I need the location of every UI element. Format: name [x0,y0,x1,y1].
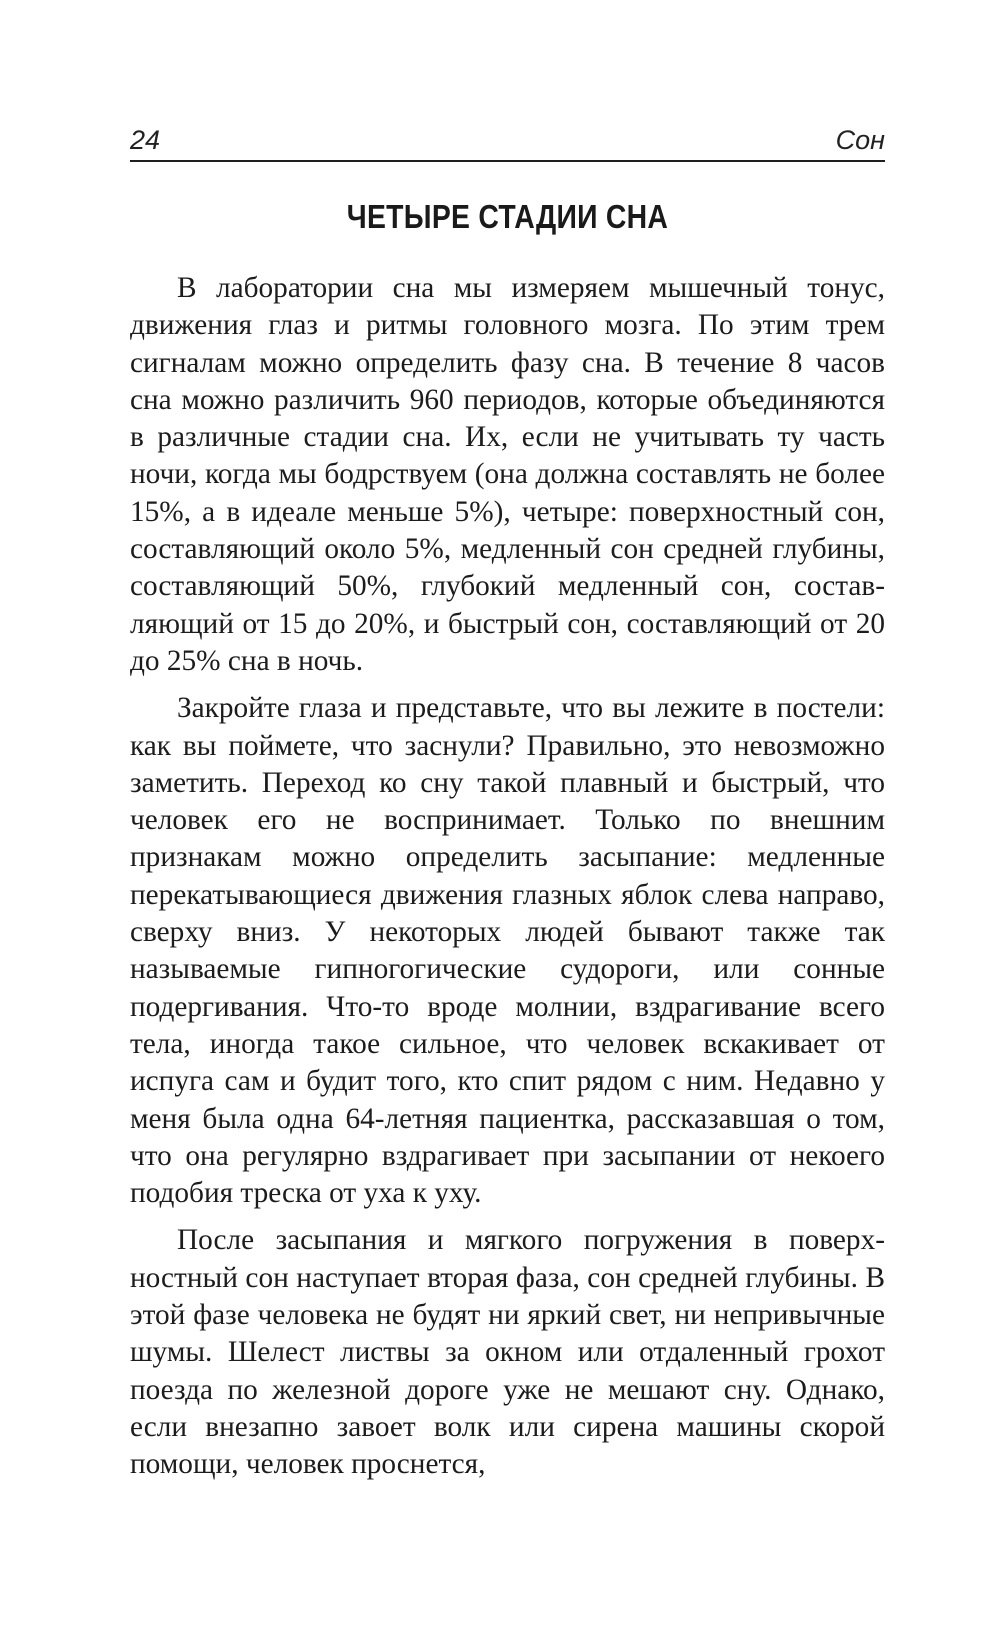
running-head [130,112,885,156]
page-number: 24 [130,125,161,155]
paragraph: В лаборатории сна мы измеряем мышечный тонус, движения глаз и ритмы головного мозга. По этим трем сигналам можно определить фазу сна. В течение 8 часов сна можно различить 960 периодов, которые объединяются в различные стадии сна. Их, если не учитывать ту часть ночи, когда мы бодрствуем (она должна составлять не более 15%, а в идеале меньше 5%), четыре: поверхностный сон, составляющий около 5%, медленный сон средней глубины, составляющий 50%, глубокий медленный сон, составляющий от 15 до 20%, и быстрый сон, составляющий от 20 до 25% сна в ночь. [130,272,885,677]
body-text [130,270,885,1494]
chapter-title: ЧЕТЫРЕ СТАДИИ СНА [346,198,669,235]
paragraph: После засыпания и мягкого погружения в поверхностный сон наступает вторая фаза, сон средней глубины. В этой фазе человека не будят ни яркий свет, ни непривычные шумы. Шелест листвы за окном или отдаленный грохот поезда по железной дороге уже не мешают сну. Однако, если внезапно завоет волк или сирена машины скорой помощи, человек проснется, [130,1224,885,1481]
header-rule [130,160,885,162]
paragraph: Закройте глаза и представьте, что вы лежите в постели: как вы поймете, что заснули? Правильно, это невозможно заметить. Переход ко сну такой плавный и быстрый, что человек его не воспринимает. Только по внешним признакам можно определить засыпание: медленные перекатывающиеся движения глазных яблок слева направо, сверху вниз. У некоторых людей бывают также так называемые гипногогические судороги, или сонные подергивания. Что-то вроде молнии, вздрагивание всего тела, иногда такое сильное, что человек вскакивает от испуга сам и будит того, кто спит рядом с ним. Недавно у меня была одна 64-летняя пациентка, рассказавшая о том, что она регулярно вздрагивает при засыпании от некоего подобия треска от уха к уху. [130,692,885,1210]
running-title: Сон [835,125,885,155]
